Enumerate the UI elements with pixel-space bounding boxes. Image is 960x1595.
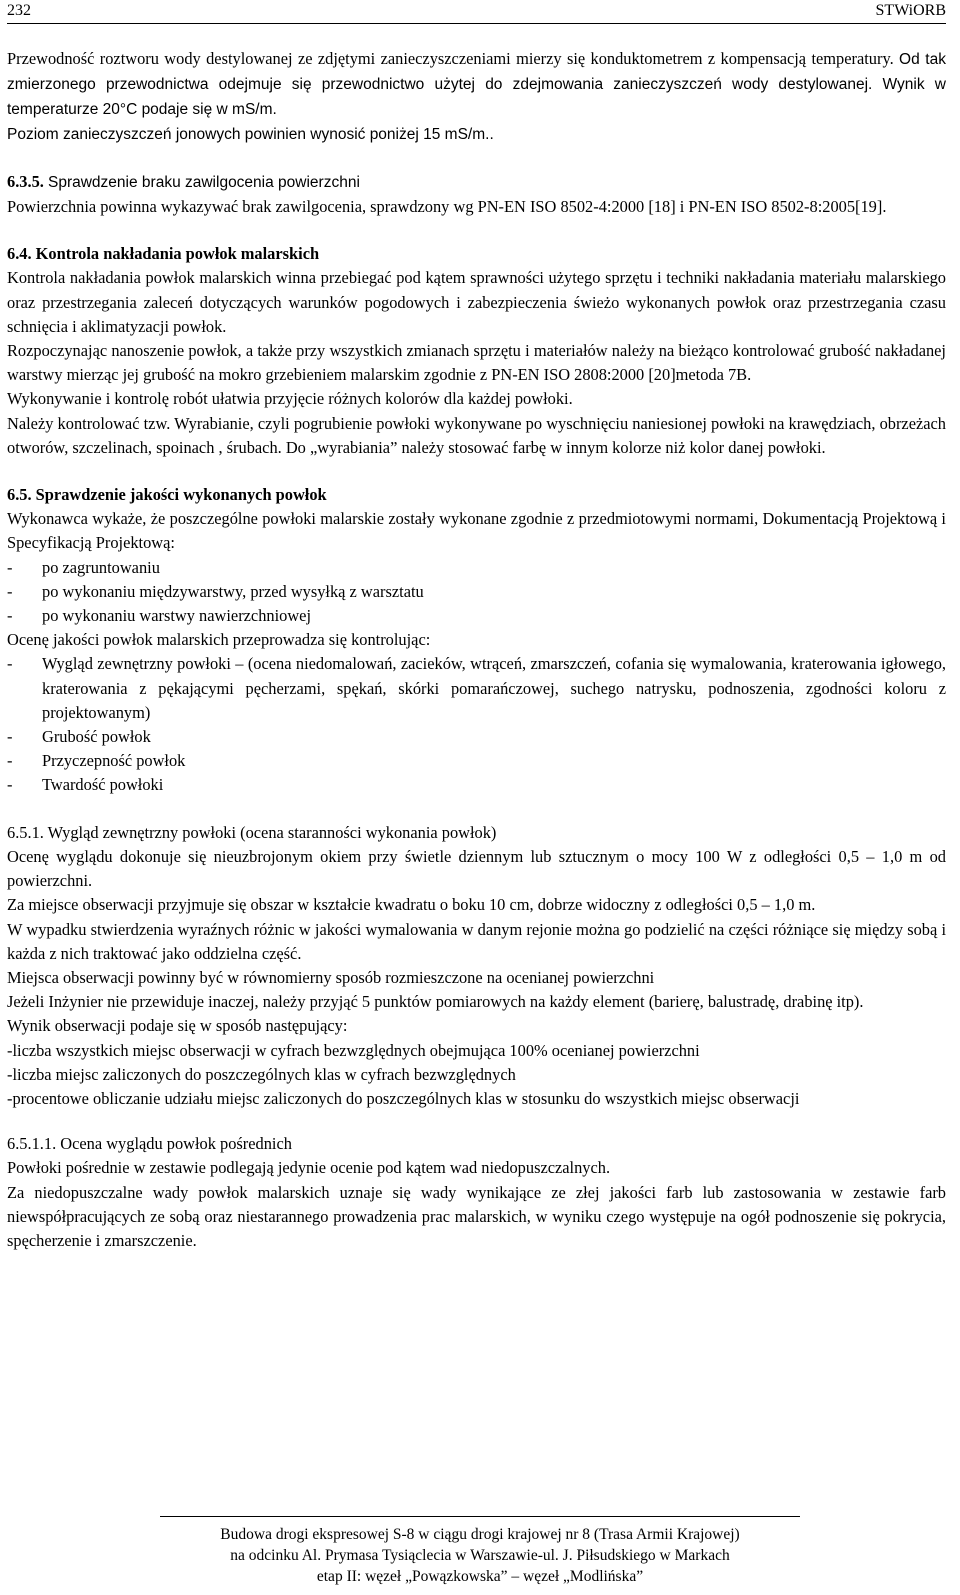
section-6-5-intro: Wykonawca wykaże, że poszczególne powłoki malarskie zostały wykonane zgodnie z przedmiotowymi normami, Dokumentacją Projektową i Specyfikacją Projektową: bbox=[7, 509, 946, 553]
section-6-5-1-paragraph-6: Wynik obserwacji podaje się w sposób następujący: bbox=[7, 1016, 348, 1036]
section-title: Sprawdzenie braku zawilgocenia powierzchni bbox=[48, 173, 360, 191]
page-footer bbox=[0, 1524, 960, 1587]
page-header bbox=[7, 0, 946, 24]
section-6-5-1-1-paragraph-2: Za niedopuszczalne wady powłok malarskich uznaje się wady wynikające ze złej jakości farb lub zastosowania w zestawie farb niewspółpracujących ze sobą oraz niestarannego prowadzenia prac malarskich, w wyniku czego występuje na ogół podnoszenie się pokrycia, spęcherzenie i zmarszczenie. bbox=[7, 1182, 946, 1250]
section-6-5-1-paragraph-5: Jeżeli Inżynier nie przewiduje inaczej, należy przyjąć 5 punktów pomiarowych na każdy element (barierę, balustradę, drabinę itp). bbox=[7, 992, 864, 1012]
section-6-5-ocena: Ocenę jakości powłok malarskich przeprowadza się kontrolując: bbox=[7, 630, 431, 650]
section-6-3-5-text: Powierzchnia powinna wykazywać brak zawilgocenia, sprawdzony wg PN-EN ISO 8502-4:2000 [18] i PN-EN ISO 8502-8:2005[19]. bbox=[7, 197, 887, 217]
section-6-4-paragraph-3: Wykonywanie i kontrolę robót ułatwia przyjęcie różnych kolorów dla każdej powłoki. bbox=[7, 389, 573, 409]
section-number: 6.3.5. bbox=[7, 171, 44, 191]
conductivity-line-1: Przewodność roztworu wody destylowanej ze zdjętymi zanieczyszczeniami mierzy się konduktometrem z kompensacją temperatury. bbox=[7, 49, 894, 68]
section-6-5-1-paragraph-1: Ocenę wyglądu dokonuje się nieuzbrojonym okiem przy świetle dziennym lub sztucznym o mocy 100 W z odległości 0,5 – 1,0 m od powierzchni. bbox=[7, 846, 946, 891]
footer-line-3: etap II: węzeł „Powązkowska” – węzeł „Modlińska” bbox=[316, 1568, 644, 1585]
section-6-5-heading: 6.5. Sprawdzenie jakości wykonanych powłok bbox=[7, 485, 327, 505]
document-body bbox=[7, 47, 946, 1253]
list-item: - po wykonaniu warstwy nawierzchniowej bbox=[7, 606, 312, 626]
footer-line-1: Budowa drogi ekspresowej S-8 w ciągu drogi krajowej nr 8 (Trasa Armii Krajowej) bbox=[220, 1526, 740, 1543]
section-6-4-paragraph-1: Kontrola nakładania powłok malarskich winna przebiegać pod kątem sprawności użytego sprzętu i techniki nakładania materiału malarskiego oraz przestrzegania zaleceń dotyczących warunków pogodowych i zabezpieczenia świeżo wykonanych powłok oraz przestrzegania czasu schnięcia i aklimatyzacji powłok. bbox=[7, 268, 946, 336]
section-6-5-1-paragraph-3: W wypadku stwierdzenia wyraźnych różnic w jakości wymalowania w danym rejonie można go podzielić na części różniące się między sobą i każda z nich traktować jako oddzielna część. bbox=[7, 919, 946, 963]
section-6-5-1-1-paragraph-1: Powłoki pośrednie w zestawie podlegają jedynie ocenie pod kątem wad niedopuszczalnych. bbox=[7, 1158, 611, 1178]
list-item: - po wykonaniu międzywarstwy, przed wysyłką z warsztatu bbox=[7, 581, 424, 601]
list-item: - Przyczepność powłok bbox=[7, 751, 186, 771]
conductivity-limit: Poziom zanieczyszczeń jonowych powinien wynosić poniżej 15 mS/m.. bbox=[7, 125, 494, 143]
section-6-5-1-1-heading: 6.5.1.1. Ocena wyglądu powłok pośrednich bbox=[7, 1134, 292, 1154]
section-6-4-paragraph-4: Należy kontrolować tzw. Wyrabianie, czyli pogrubienie powłoki wykonywane po wyschnięciu naniesionej powłoki na krawędziach, obrzeżach otworów, szczelinach, spoinach , śrubach. Do „wyrabiania” należy stosować farbę w innym kolorze niż kolor danej powłoki. bbox=[7, 413, 946, 457]
list-item: - Wygląd zewnętrzny powłoki – (ocena niedomalowań, zacieków, wtrąceń, zmarszczeń, cofania się wymalowania, kraterowania igłowego, kraterowania z pękającymi pęcherzami, spękań, skórki pomarańczowej, suchego natrysku, podnoszenia, zgodności koloru z projektowanym) bbox=[7, 654, 946, 722]
section-6-5-1-heading: 6.5.1. Wygląd zewnętrzny powłoki (ocena staranności wykonania powłok) bbox=[7, 822, 497, 842]
section-6-4-heading: 6.4. Kontrola nakładania powłok malarskich bbox=[7, 244, 320, 264]
section-6-3-5-heading bbox=[7, 170, 946, 195]
list-item: - Twardość powłoki bbox=[7, 775, 164, 795]
section-6-5-1-paragraph-7: -liczba wszystkich miejsc obserwacji w cyfrach bezwzględnych obejmująca 100% ocenianej powierzchni bbox=[7, 1040, 700, 1060]
list-item: - po zagruntowaniu bbox=[7, 557, 160, 577]
conductivity-paragraph bbox=[7, 47, 946, 123]
section-6-5-1-paragraph-8: -liczba miejsc zaliczonych do poszczególnych klas w cyfrach bezwzględnych bbox=[7, 1064, 516, 1084]
list-item: - Grubość powłok bbox=[7, 727, 151, 747]
section-6-5-1-paragraph-2: Za miejsce obserwacji przyjmuje się obszar w kształcie kwadratu o boku 10 cm, dobrze widoczny z odległości 0,5 – 1,0 m. bbox=[7, 895, 816, 915]
footer-line-2: na odcinku Al. Prymasa Tysiąclecia w Warszawie-ul. J. Piłsudskiego w Markach bbox=[230, 1547, 730, 1564]
footer-divider bbox=[160, 1516, 800, 1517]
section-6-5-1-paragraph-4: Miejsca obserwacji powinny być w równomierny sposób rozmieszczone na ocenianej powierzchni bbox=[7, 967, 655, 987]
section-6-4-paragraph-2: Rozpoczynając nanoszenie powłok, a także przy wszystkich zmianach sprzętu i materiałów należy na bieżąco kontrolować grubość nakładanej warstwy mierząc jej grubość na mokro grzebieniem malarskim zgodnie z PN-EN ISO 2808:2000 [20]metoda 7B. bbox=[7, 341, 946, 385]
conductivity-line-2: Od tak zmierzonego przewodnictwa odejmuje się przewodnictwo użytej do zdejmowania zanieczyszczeń wody destylowanej. Wynik w temperaturze 20°C podaje się w mS/m. bbox=[7, 51, 946, 119]
running-title: STWiORB bbox=[875, 2, 946, 19]
page-number: 232 bbox=[7, 2, 31, 19]
section-6-5-1-paragraph-9: -procentowe obliczanie udziału miejsc zaliczonych do poszczególnych klas w stosunku do wszystkich miejsc obserwacji bbox=[7, 1088, 800, 1108]
